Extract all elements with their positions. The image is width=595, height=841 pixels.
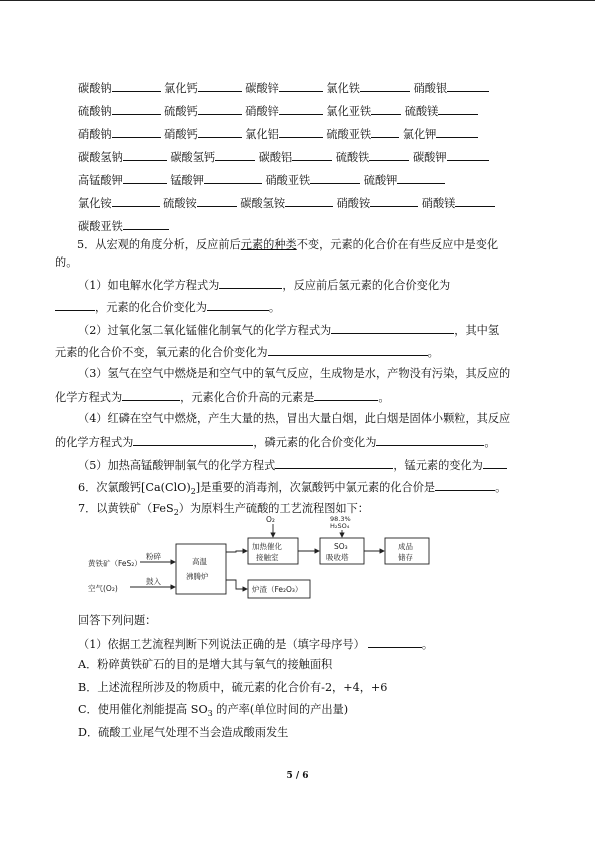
q5-part-5 xyxy=(78,457,548,473)
answer-blank[interactable] xyxy=(279,103,323,115)
q5-p1-text: （1）如电解水化学方程式为 xyxy=(78,279,220,292)
q5-p3-text: 。 xyxy=(378,391,390,404)
salt-row-1 xyxy=(78,80,489,96)
top-rule xyxy=(0,0,595,1)
salt-name: 硝酸银 xyxy=(413,82,448,95)
powder-label: 粉碎 xyxy=(146,552,161,561)
answer-blank[interactable] xyxy=(314,389,378,401)
salt-row-4 xyxy=(78,149,489,165)
q5-p1-text: 。 xyxy=(268,301,281,314)
q5-p5-text: ，锰元素的变化为 xyxy=(393,459,483,472)
salt-name: 氯化铝 xyxy=(245,128,279,141)
salt-name: 硫酸钙 xyxy=(164,105,198,118)
blow-in-label: 鼓入 xyxy=(146,577,161,586)
answer-blank[interactable] xyxy=(215,149,255,161)
answer-blank[interactable] xyxy=(219,277,282,289)
salt-name: 硝酸钙 xyxy=(164,128,198,141)
salt-name: 硫酸钾 xyxy=(363,174,398,187)
sub1-text: 。 xyxy=(421,638,434,651)
salt-name: 锰酸钾 xyxy=(170,174,204,187)
option-c-text: C．使用催化剂能提高 SO xyxy=(78,703,208,716)
question-5-intro xyxy=(55,236,545,254)
answer-blank[interactable] xyxy=(123,218,169,230)
option-b: B．上述流程所涉及的物质中，硫元素的化合价有-2，+4，+6 xyxy=(78,681,388,694)
answer-blank[interactable] xyxy=(112,80,161,92)
answer-blank[interactable] xyxy=(123,172,167,184)
answer-blank[interactable] xyxy=(275,457,393,469)
q5-p5-text: （5）加热高锰酸钾制氧气的化学方程式 xyxy=(78,459,276,472)
so3-label: SO₃ xyxy=(334,542,348,551)
salt-row-2 xyxy=(78,103,478,119)
answer-blank[interactable] xyxy=(198,126,242,138)
salt-name: 氯化铵 xyxy=(78,197,112,210)
furnace-to-slag-arrow xyxy=(226,580,247,589)
answer-blank[interactable] xyxy=(370,195,418,207)
process-flow-diagram xyxy=(80,514,460,604)
salt-name: 硝酸钠 xyxy=(78,128,112,141)
option-d: D．硫酸工业尾气处理不当会造成酸雨发生 xyxy=(78,726,289,739)
answer-blank[interactable] xyxy=(133,434,253,446)
answer-blank[interactable] xyxy=(279,80,323,92)
answer-blank[interactable] xyxy=(198,80,242,92)
sub1-text: （1）依据工艺流程判断下列说法正确的是（填字母序号） xyxy=(78,638,365,651)
answer-blank[interactable] xyxy=(369,149,409,161)
q5-text: 的。 xyxy=(55,256,78,269)
salt-name: 碳酸亚铁 xyxy=(78,220,123,233)
salt-name: 硫酸钠 xyxy=(78,105,112,118)
q5-text: 不变，元素的化合价在有些反应中是变化 xyxy=(296,238,499,251)
answer-blank[interactable] xyxy=(55,299,95,311)
salt-row-3 xyxy=(78,126,478,142)
q5-part-2-cont xyxy=(55,344,545,360)
answer-blank[interactable] xyxy=(112,126,161,138)
answer-blank[interactable] xyxy=(455,195,495,207)
q5-p4-text: 的化学方程式为 xyxy=(55,436,134,449)
q5-p4-text: 。 xyxy=(484,436,496,449)
q5-text: 5．从宏观的角度分析，反应前后 xyxy=(77,238,241,251)
question-5-intro-end xyxy=(55,256,545,270)
q5-p4-text: （4）红磷在空气中燃烧，产生大量的热，冒出大量白烟，此白烟是固体小颗粒，其反应 xyxy=(78,412,511,425)
q5-p4-text: ，磷元素的化合价变化为 xyxy=(253,436,377,449)
answer-blank[interactable] xyxy=(268,344,428,356)
salt-row-6 xyxy=(78,195,495,211)
answer-blank[interactable] xyxy=(368,636,422,648)
q5-p2-text: （2）过氧化氢二氧化锰催化制氧气的化学方程式为 xyxy=(78,324,332,337)
q5-part-4-cont xyxy=(55,434,545,450)
q6-text: 6．次氯酸钙[Ca(ClO) xyxy=(78,481,191,494)
q5-p3-text: 化学方程式为 xyxy=(55,391,123,404)
answer-blank[interactable] xyxy=(483,457,507,469)
q5-part-3-cont xyxy=(55,389,545,405)
option-c-text: 的产率(单位时间的产出量) xyxy=(212,703,349,716)
product-label-1: 成品 xyxy=(398,542,413,551)
answer-blank[interactable] xyxy=(207,299,269,311)
answer-blank[interactable] xyxy=(112,103,161,115)
option-c xyxy=(78,703,568,721)
q5-p3-text: （3）氢气在空气中燃烧是和空气中的氧气反应，生成物是水，产物没有污染，其反应的 xyxy=(78,367,511,380)
converter-label-2: 接触室 xyxy=(256,553,279,562)
answer-blank[interactable] xyxy=(436,126,478,138)
q5-p3-text: ，元素化合价升高的元素是 xyxy=(180,391,315,404)
q5-p1-text: ，元素的化合价变化为 xyxy=(95,301,207,314)
q6-text: ]是重要的消毒剂，次氯酸钙中氯元素的化合价是 xyxy=(195,481,436,494)
salt-name: 硫酸铁 xyxy=(335,151,370,164)
answer-blank[interactable] xyxy=(397,172,445,184)
answer-blank[interactable] xyxy=(310,172,360,184)
q5-p2-text: 元素的化合价不变，氧元素的化合价变化为 xyxy=(55,346,268,359)
answer-blank[interactable] xyxy=(285,195,333,207)
answer-blank[interactable] xyxy=(123,149,167,161)
q5-part-1-cont xyxy=(55,299,545,315)
q5-p2-text: ，其中氢 xyxy=(454,324,500,337)
salt-name: 硝酸亚铁 xyxy=(265,174,311,187)
salt-name: 氯化钙 xyxy=(164,82,198,95)
acid-label-2: H₂SO₄ xyxy=(330,522,350,530)
option-a: A．粉碎黄铁矿石的目的是增大其与氧气的接触面积 xyxy=(78,658,333,671)
salt-name: 碳酸钠 xyxy=(78,82,112,95)
answer-blank[interactable] xyxy=(360,80,410,92)
air-label: 空气(O₂) xyxy=(88,584,118,593)
oxygen-label: O₂ xyxy=(266,515,275,524)
product-label-2: 储存 xyxy=(398,553,413,562)
answer-blank[interactable] xyxy=(435,479,495,491)
q5-part-2 xyxy=(78,322,568,338)
furnace-box xyxy=(176,544,226,594)
q7-text: ）为原料生产硫酸的工艺流程图如下： xyxy=(178,502,369,515)
answer-blank[interactable] xyxy=(279,126,323,138)
page-number: 5 / 6 xyxy=(286,771,309,781)
answer-blank[interactable] xyxy=(204,172,262,184)
acid-label-1: 98.3% xyxy=(330,515,351,523)
answer-blank[interactable] xyxy=(198,103,242,115)
converter-label-1: 加热催化 xyxy=(252,542,282,551)
ore-label: 黄铁矿（FeS₂） xyxy=(88,559,142,568)
answer-blank[interactable] xyxy=(122,389,180,401)
q5-part-3 xyxy=(78,367,548,381)
q7-subscript: 2 xyxy=(173,508,179,518)
salt-name: 硝酸镁 xyxy=(421,197,456,210)
q5-underlined: 元素的种类 xyxy=(240,238,297,251)
salt-name: 氯化钾 xyxy=(402,128,437,141)
salt-name: 碳酸铝 xyxy=(258,151,293,164)
salt-name: 氯化铁 xyxy=(326,82,360,95)
sub-question-1 xyxy=(78,636,568,652)
answer-blank[interactable] xyxy=(292,149,332,161)
q5-p2-text: 。 xyxy=(427,346,439,359)
answer-intro: 回答下列问题： xyxy=(78,614,157,627)
furnace-label-2: 沸腾炉 xyxy=(186,572,209,581)
salt-name: 碳酸钾 xyxy=(412,151,447,164)
answer-blank[interactable] xyxy=(197,195,237,207)
answer-blank[interactable] xyxy=(371,103,401,115)
answer-blank[interactable] xyxy=(376,434,484,446)
answer-blank[interactable] xyxy=(112,195,160,207)
answer-blank[interactable] xyxy=(371,126,399,138)
furnace-label-1: 高温 xyxy=(192,557,207,566)
salt-name: 高锰酸钾 xyxy=(78,174,123,187)
furnace-to-converter-arrow xyxy=(226,551,247,552)
answer-blank[interactable] xyxy=(447,149,489,161)
answer-blank[interactable] xyxy=(331,322,454,334)
q5-part-1 xyxy=(78,277,568,293)
answer-blank[interactable] xyxy=(447,80,489,92)
salt-name: 硫酸镁 xyxy=(404,105,439,118)
salt-name: 硝酸铵 xyxy=(336,197,371,210)
absorber-label: 吸收塔 xyxy=(326,553,349,562)
salt-name: 硝酸锌 xyxy=(245,105,279,118)
salt-name: 碳酸氢钠 xyxy=(78,151,123,164)
salt-name: 氯化亚铁 xyxy=(326,105,372,118)
q5-part-4 xyxy=(78,412,548,426)
answer-blank[interactable] xyxy=(438,103,478,115)
salt-name: 硫酸亚铁 xyxy=(326,128,372,141)
q5-p1-text: ，反应前后氢元素的化合价变化为 xyxy=(282,279,451,292)
q6-text: 。 xyxy=(495,481,507,494)
salt-name: 硫酸铵 xyxy=(163,197,197,210)
salt-row-5 xyxy=(78,172,445,188)
salt-name: 碳酸氢钙 xyxy=(170,151,216,164)
q7-text: 7．以黄铁矿（FeS xyxy=(78,502,174,515)
salt-name: 碳酸锌 xyxy=(245,82,279,95)
slag-label: 炉渣（Fe₂O₃） xyxy=(252,585,303,594)
salt-name: 碳酸氢铵 xyxy=(240,197,286,210)
question-6 xyxy=(78,479,548,499)
option-c-subscript: 3 xyxy=(207,709,213,719)
salt-row-7 xyxy=(78,218,169,234)
q6-subscript: 2 xyxy=(190,487,196,497)
